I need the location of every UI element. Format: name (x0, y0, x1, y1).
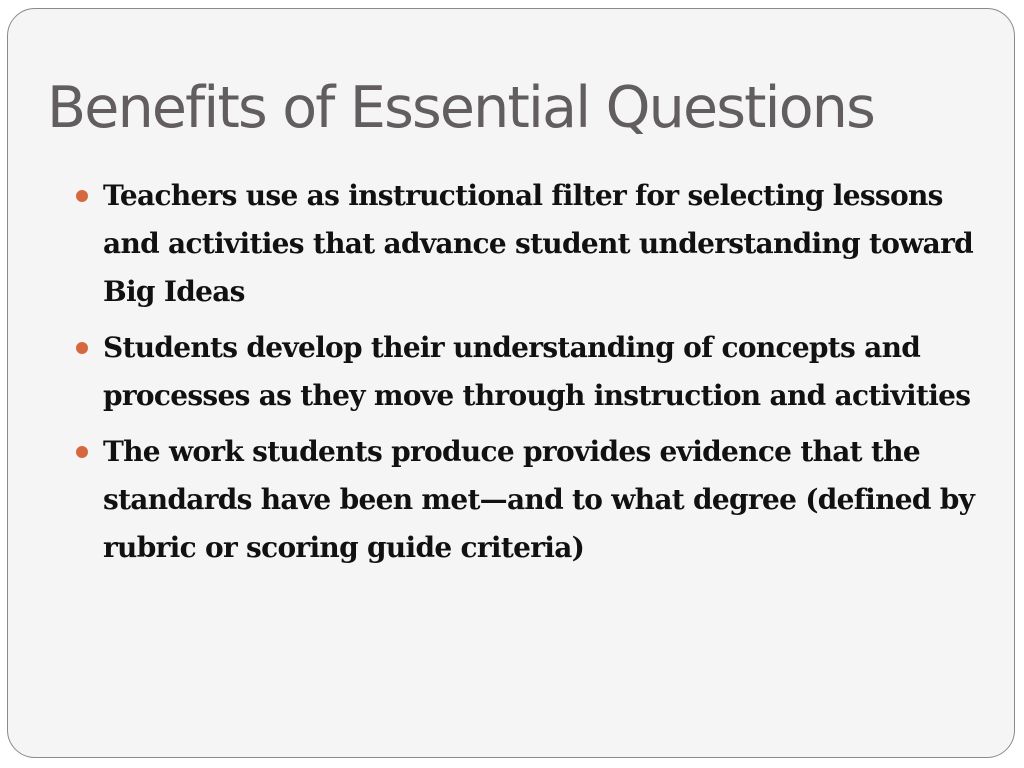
bullet-icon (76, 190, 88, 202)
bullet-icon (76, 446, 88, 458)
slide-title: Benefits of Essential Questions (47, 75, 875, 141)
list-item (72, 324, 992, 420)
slide-frame (7, 8, 1015, 758)
bullet-list (72, 172, 992, 580)
bullet-icon (76, 342, 88, 354)
bullet-text: Teachers use as instructional filter for selecting lessons and activities that advance student understanding toward Big Ideas (103, 179, 974, 308)
bullet-text: Students develop their understanding of concepts and processes as they move through instruction and activities (103, 331, 971, 412)
list-item (72, 172, 992, 316)
list-item (72, 428, 992, 572)
bullet-text: The work students produce provides evidence that the standards have been met—and to what degree (defined by rubric or scoring guide criteria) (103, 435, 975, 564)
